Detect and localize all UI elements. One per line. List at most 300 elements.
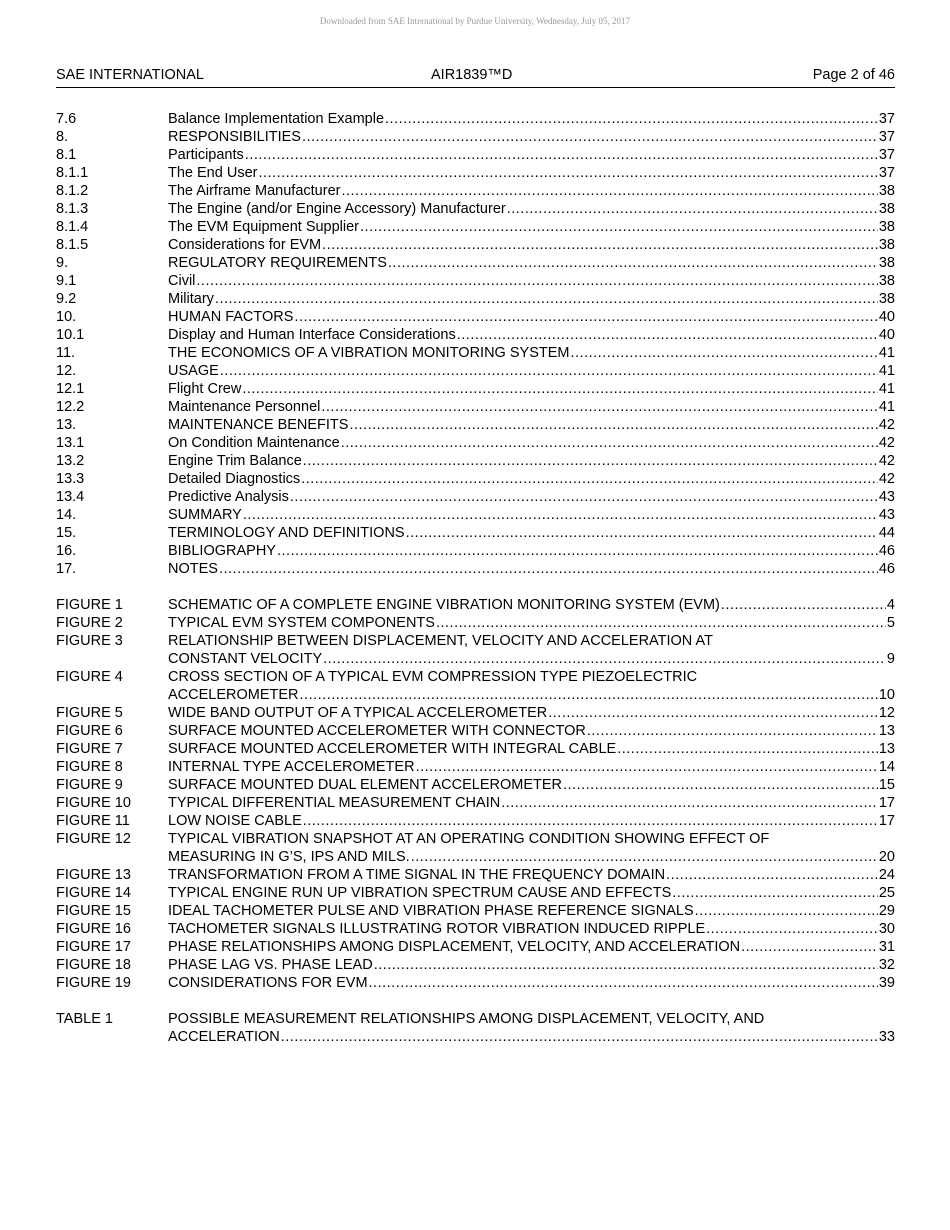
toc-entry-body [168,722,895,740]
toc-entry-body [168,272,895,290]
toc-entry-line [168,488,895,506]
toc-entry-title: INTERNAL TYPE ACCELEROMETER [168,759,415,775]
toc-entry-page: 38 [878,255,895,271]
toc-entry-line [168,902,895,920]
toc-entry-body [168,470,895,488]
toc-entry-title: The Engine (and/or Engine Accessory) Manufacturer [168,201,506,217]
toc-entry-body [168,218,895,236]
toc-entry[interactable] [56,110,895,128]
toc-entry-number: FIGURE 2 [56,615,123,631]
toc-entry-page: 46 [878,561,895,577]
toc-entry-line [168,128,895,146]
toc-entry[interactable] [56,308,895,326]
toc-entry-number: FIGURE 5 [56,705,123,721]
toc-entry[interactable] [56,884,895,902]
toc-entry-body [168,362,895,380]
toc-entry-leader-dots [570,344,877,362]
toc-entry-title: The Airframe Manufacturer [168,183,341,199]
toc-entry-leader-dots [322,236,878,254]
toc-entry-page: 5 [886,615,895,631]
toc-entry-body [168,596,895,614]
toc-entry-number: FIGURE 4 [56,669,123,685]
toc-entry-leader-dots [436,614,886,632]
toc-entry[interactable] [56,236,895,254]
toc-entry-leader-dots [672,884,878,902]
download-watermark: Downloaded from SAE International by Purdue University, Wednesday, July 05, 2017 [319,16,631,26]
toc-entry-leader-dots [563,776,878,794]
toc-entry-page: 38 [878,291,895,307]
toc-entry[interactable] [56,254,895,272]
toc-entry[interactable] [56,704,895,722]
toc-entry-title: TERMINOLOGY AND DEFINITIONS [168,525,405,541]
toc-entry-number: 13.1 [56,435,85,451]
toc-entry-title: The EVM Equipment Supplier [168,219,360,235]
toc-entry-page: 14 [878,759,895,775]
toc-entry[interactable] [56,416,895,434]
toc-entry-body [168,920,895,938]
toc-entry-title: PHASE LAG VS. PHASE LEAD [168,957,373,973]
toc-entry[interactable] [56,380,895,398]
toc-entry-body [168,182,895,200]
toc-entry[interactable] [56,956,895,974]
toc-entry-page: 13 [878,723,895,739]
toc-entry-page: 40 [878,327,895,343]
toc-entry-title: PHASE RELATIONSHIPS AMONG DISPLACEMENT, VELOCITY, AND ACCELERATION [168,939,741,955]
toc-entry-line [168,344,895,362]
toc-entry-line [168,524,895,542]
toc-entry-leader-dots [406,524,878,542]
toc-entry-line [168,776,895,794]
toc-entry[interactable] [56,902,895,920]
toc-entry[interactable] [56,542,895,560]
toc-entry-leader-dots [323,650,886,668]
toc-entry-title: HUMAN FACTORS [168,309,294,325]
toc-entry-body [168,614,895,632]
toc-entry-line [168,866,895,884]
toc-entry-line [168,470,895,488]
toc-entry-line [168,380,895,398]
toc-entry-body [168,668,895,704]
toc-entry-title: TACHOMETER SIGNALS ILLUSTRATING ROTOR VIBRATION INDUCED RIPPLE [168,921,706,937]
toc-entry-title: TYPICAL ENGINE RUN UP VIBRATION SPECTRUM CAUSE AND EFFECTS [168,885,672,901]
toc-entry-page: 37 [878,147,895,163]
toc-entry-number: 13.2 [56,453,85,469]
toc-entry-line [168,794,895,812]
toc-entry-page: 33 [878,1029,895,1045]
toc-entry[interactable] [56,470,895,488]
toc-entry-body [168,776,895,794]
toc-entry-number: 8. [56,129,69,145]
toc-gap [56,578,895,596]
toc-entry-leader-dots [374,956,878,974]
toc-entry-body [168,866,895,884]
toc-entry-number: 13.3 [56,471,85,487]
toc-entry-number: 8.1.1 [56,165,89,181]
toc-entry[interactable] [56,290,895,308]
toc-entry-line [168,110,895,128]
toc-entry[interactable] [56,830,895,866]
toc-entry-title: USAGE [168,363,219,379]
toc-entry[interactable] [56,722,895,740]
toc-entry-page: 12 [878,705,895,721]
toc-entry-body [168,488,895,506]
toc-entry-title: SURFACE MOUNTED ACCELEROMETER WITH INTEGRAL CABLE [168,741,617,757]
toc-entry[interactable] [56,668,895,704]
toc-entry-page: 25 [878,885,895,901]
toc-entry-line [168,884,895,902]
toc-entry-page: 32 [878,957,895,973]
toc-entry-leader-dots [303,452,878,470]
toc-entry-number: FIGURE 16 [56,921,131,937]
toc-entry[interactable] [56,182,895,200]
toc-entry-leader-dots [245,146,878,164]
toc-entry-number: FIGURE 14 [56,885,131,901]
toc-entry-body [168,938,895,956]
toc-entry-body [168,812,895,830]
toc-entry-line [168,218,895,236]
toc-entry-title: Balance Implementation Example [168,111,385,127]
toc-entry-line [168,920,895,938]
toc-entry-page: 38 [878,219,895,235]
toc-entry-leader-dots [294,308,877,326]
toc-entry-body [168,830,895,866]
toc-entry-body [168,254,895,272]
toc-entry-number: 12.2 [56,399,85,415]
toc-entry-body [168,326,895,344]
toc-entry[interactable] [56,560,895,578]
toc-entry-line [168,938,895,956]
toc-entry-title-line1: RELATIONSHIP BETWEEN DISPLACEMENT, VELOCITY AND ACCELERATION AT [168,633,713,649]
toc-entry-body [168,974,895,992]
toc-entry-title: CONSIDERATIONS FOR EVM [168,975,368,991]
toc-entry-line [168,434,895,452]
toc-entry-title: SUMMARY [168,507,242,523]
toc-entry[interactable] [56,146,895,164]
toc-entry-leader-dots [706,920,878,938]
toc-entry-page: 4 [886,597,895,613]
toc-entry[interactable] [56,1010,895,1046]
toc-entry-number: FIGURE 11 [56,813,130,829]
table-of-contents [56,110,895,1046]
toc-entry-leader-dots [243,506,878,524]
toc-entry-line [168,416,895,434]
toc-entry-number: 12.1 [56,381,85,397]
toc-entry-body [168,290,895,308]
toc-entry-leader-dots [360,218,878,236]
toc-entry-line [168,812,895,830]
toc-entry-page: 37 [878,165,895,181]
toc-entry-body [168,398,895,416]
toc-entry-body [168,740,895,758]
toc-entry-page: 38 [878,201,895,217]
toc-entry-body [168,380,895,398]
toc-entry[interactable] [56,488,895,506]
toc-entry-leader-dots [369,974,878,992]
toc-entry-page: 42 [878,453,895,469]
toc-entry-title: REGULATORY REQUIREMENTS [168,255,387,271]
toc-entry-line [168,686,895,704]
toc-entry-line [168,614,895,632]
toc-entry-leader-dots [196,272,877,290]
page-header [56,67,895,87]
toc-entry-number: 9.2 [56,291,77,307]
toc-entry[interactable] [56,524,895,542]
toc-entry-number: FIGURE 15 [56,903,131,919]
toc-entry-leader-dots [242,380,878,398]
toc-entry-body [168,506,895,524]
toc-entry[interactable] [56,128,895,146]
toc-entry-leader-dots [300,686,878,704]
toc-entry-number: FIGURE 9 [56,777,123,793]
toc-entry-leader-dots [341,182,877,200]
toc-entry-leader-dots [721,596,886,614]
toc-entry-leader-dots [281,1028,878,1046]
toc-entry-number: 15. [56,525,77,541]
toc-entry-number: FIGURE 13 [56,867,131,883]
toc-entry-page: 30 [878,921,895,937]
toc-entry-number: 10.1 [56,327,85,343]
toc-entry-leader-dots [587,722,878,740]
toc-entry-body [168,560,895,578]
toc-entry-leader-dots [741,938,878,956]
header-document-id: AIR1839™D [431,67,513,83]
toc-entry-title: CONSTANT VELOCITY [168,651,323,667]
toc-entry-title: Maintenance Personnel [168,399,321,415]
toc-entry-number: 8.1.2 [56,183,89,199]
toc-entry-title: Military [168,291,214,307]
toc-entry-title: Flight Crew [168,381,242,397]
toc-tables [56,1010,895,1046]
toc-entry-leader-dots [219,560,878,578]
toc-entry-body [168,902,895,920]
toc-entry-page: 31 [878,939,895,955]
toc-entry-title: TRANSFORMATION FROM A TIME SIGNAL IN THE FREQUENCY DOMAIN [168,867,666,883]
toc-entry-leader-dots [666,866,878,884]
toc-entry-number: 8.1 [56,147,77,163]
toc-entry-title: Predictive Analysis [168,489,289,505]
toc-entry[interactable] [56,614,895,632]
toc-entry-title: Engine Trim Balance [168,453,302,469]
toc-entry-line [168,560,895,578]
toc-entry-body [168,956,895,974]
toc-entry-body [168,794,895,812]
toc-entry-body [168,200,895,218]
toc-entry-number: 13. [56,417,77,433]
toc-entry-title: On Condition Maintenance [168,435,340,451]
toc-entry-page: 41 [878,345,895,361]
toc-entry-number: FIGURE 7 [56,741,123,757]
toc-entry-number: 12. [56,363,77,379]
toc-entry-leader-dots [341,434,878,452]
toc-entry-number: 7.6 [56,111,77,127]
toc-entry-number: FIGURE 1 [56,597,123,613]
toc-entry-leader-dots [388,254,878,272]
toc-entry-title: Civil [168,273,196,289]
toc-entry-page: 20 [878,849,895,865]
toc-entry-number: FIGURE 19 [56,975,131,991]
toc-entry-leader-dots [385,110,878,128]
toc-entry-leader-dots [302,128,878,146]
toc-entry-page: 42 [878,471,895,487]
toc-entry-number: 17. [56,561,77,577]
toc-entry-title: TYPICAL DIFFERENTIAL MEASUREMENT CHAIN [168,795,501,811]
toc-entry-page: 42 [878,435,895,451]
header-rule [56,87,895,88]
toc-entry-title: Considerations for EVM [168,237,322,253]
toc-entry-number: FIGURE 3 [56,633,123,649]
toc-entry[interactable] [56,776,895,794]
toc-entry-body [168,884,895,902]
toc-entry-body [168,308,895,326]
toc-entry-line [168,146,895,164]
toc-entry[interactable] [56,326,895,344]
toc-entry-title: Display and Human Interface Considerations [168,327,456,343]
toc-entry-body [168,524,895,542]
toc-sections [56,110,895,578]
toc-entry-page: 13 [878,741,895,757]
toc-entry-body [168,344,895,362]
toc-entry-line [168,974,895,992]
toc-entry[interactable] [56,866,895,884]
toc-entry-number: 9. [56,255,69,271]
toc-entry-leader-dots [411,848,878,866]
toc-entry-line [168,236,895,254]
toc-entry-page: 46 [878,543,895,559]
toc-entry-line [168,398,895,416]
toc-entry-title-line1: POSSIBLE MEASUREMENT RELATIONSHIPS AMONG DISPLACEMENT, VELOCITY, AND [168,1011,765,1027]
toc-entry-title: SURFACE MOUNTED ACCELEROMETER WITH CONNECTOR [168,723,586,739]
toc-entry[interactable] [56,596,895,614]
toc-entry-line [168,254,895,272]
toc-entry-page: 40 [878,309,895,325]
toc-entry-title: The End User [168,165,258,181]
toc-entry-line [168,542,895,560]
toc-entry-page: 41 [878,381,895,397]
toc-entry-body [168,632,895,668]
toc-entry-title: ACCELEROMETER [168,687,299,703]
toc-entry-number: 16. [56,543,77,559]
toc-entry-page: 38 [878,273,895,289]
toc-entry-page: 41 [878,399,895,415]
toc-entry[interactable] [56,938,895,956]
toc-entry[interactable] [56,812,895,830]
toc-entry-line [168,326,895,344]
toc-entry[interactable] [56,398,895,416]
toc-entry-number: 10. [56,309,77,325]
toc-entry[interactable] [56,794,895,812]
header-page-number: Page 2 of 46 [812,67,895,83]
toc-entry-body [168,416,895,434]
toc-entry-line [168,596,895,614]
toc-entry-number: 8.1.3 [56,201,89,217]
toc-entry-page: 37 [878,129,895,145]
toc-gap [56,992,895,1010]
toc-entry[interactable] [56,974,895,992]
toc-entry-line [168,848,895,866]
toc-entry-body [168,164,895,182]
toc-entry-body [168,434,895,452]
toc-entry-page: 38 [878,183,895,199]
toc-entry-body [168,1010,895,1046]
toc-entry-page: 17 [878,813,895,829]
toc-entry[interactable] [56,362,895,380]
toc-entry-title-line1: CROSS SECTION OF A TYPICAL EVM COMPRESSION TYPE PIEZOELECTRIC [168,669,698,685]
toc-entry-line [168,362,895,380]
toc-entry[interactable] [56,272,895,290]
toc-entry-leader-dots [457,326,878,344]
toc-entry-leader-dots [220,362,878,380]
toc-entry[interactable] [56,740,895,758]
toc-entry-number: 8.1.4 [56,219,89,235]
toc-entry-line [168,182,895,200]
toc-entry-line [168,722,895,740]
toc-entry-line [168,704,895,722]
toc-entry[interactable] [56,344,895,362]
toc-entry-number: FIGURE 8 [56,759,123,775]
toc-entry-number: FIGURE 18 [56,957,131,973]
toc-entry-line [168,290,895,308]
toc-entry[interactable] [56,164,895,182]
toc-entry-title: IDEAL TACHOMETER PULSE AND VIBRATION PHASE REFERENCE SIGNALS [168,903,694,919]
toc-entry-line [168,1028,895,1046]
toc-entry[interactable] [56,200,895,218]
toc-entry-leader-dots [321,398,878,416]
toc-entry-leader-dots [617,740,878,758]
toc-entry-leader-dots [215,290,878,308]
toc-entry-page: 9 [886,651,895,667]
toc-entry[interactable] [56,758,895,776]
toc-entry-number: 14. [56,507,77,523]
toc-entry-leader-dots [507,200,878,218]
toc-entry[interactable] [56,434,895,452]
toc-entry-line [168,164,895,182]
toc-entry-page: 37 [878,111,895,127]
toc-entry-body [168,110,895,128]
toc-entry-line [168,956,895,974]
toc-entry-page: 17 [878,795,895,811]
toc-entry[interactable] [56,632,895,668]
toc-entry-title: LOW NOISE CABLE [168,813,302,829]
toc-entry-body [168,704,895,722]
toc-entry[interactable] [56,218,895,236]
toc-entry-title: RESPONSIBILITIES [168,129,301,145]
toc-entry-page: 15 [878,777,895,793]
toc-entry-body [168,236,895,254]
toc-entry-leader-dots [301,470,878,488]
toc-entry[interactable] [56,452,895,470]
toc-entry-number: 8.1.5 [56,237,89,253]
toc-entry[interactable] [56,920,895,938]
toc-entry-leader-dots [548,704,878,722]
toc-entry-leader-dots [501,794,878,812]
toc-entry-page: 29 [878,903,895,919]
toc-entry-title: SURFACE MOUNTED DUAL ELEMENT ACCELEROMETER [168,777,562,793]
toc-entry-leader-dots [290,488,878,506]
toc-entry-line [168,758,895,776]
toc-entry[interactable] [56,506,895,524]
toc-entry-number: FIGURE 10 [56,795,131,811]
toc-entry-line [168,506,895,524]
toc-entry-leader-dots [349,416,877,434]
header-publisher: SAE INTERNATIONAL [56,67,204,83]
toc-entry-leader-dots [303,812,878,830]
toc-entry-page: 44 [878,525,895,541]
toc-entry-title: MAINTENANCE BENEFITS [168,417,349,433]
toc-entry-title: TYPICAL EVM SYSTEM COMPONENTS [168,615,435,631]
toc-entry-title: Participants [168,147,244,163]
toc-entry-page: 39 [878,975,895,991]
toc-entry-body [168,146,895,164]
